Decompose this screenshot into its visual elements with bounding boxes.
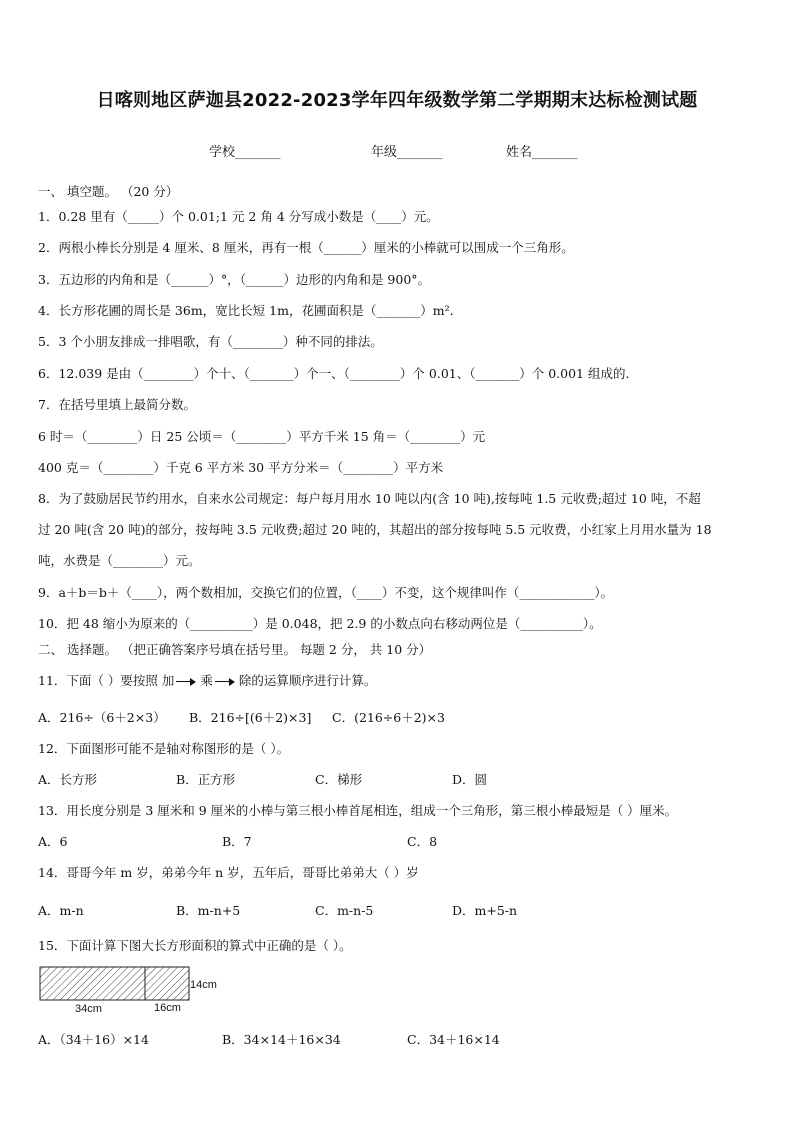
section-multiple-choice: 二、 选择题。 （把正确答案序号填在括号里。 每题 2 分， 共 10 分） <box>38 642 432 657</box>
question-5: 5．3 个小朋友排成一排唱歌，有（________）种不同的排法。 <box>38 334 383 349</box>
q15-option-c: C．34＋16×14 <box>407 1032 500 1047</box>
width-label-left: 34cm <box>75 1003 102 1015</box>
arrow-right-icon <box>176 681 194 682</box>
question-8-line-a: 8．为了鼓励居民节约用水，自来水公司规定：每户每月用水 10 吨以内(含 10 吨),按每吨 1.5 元收费;超过 10 吨，不超 <box>38 491 701 506</box>
q12-option-b: B．正方形 <box>176 772 236 787</box>
question-11 <box>38 671 376 689</box>
question-7: 7．在括号里填上最简分数。 <box>38 397 196 412</box>
op-add-label: 加 <box>161 673 175 688</box>
operation-sequence <box>162 673 239 688</box>
q12-option-c: C．梯形 <box>315 772 363 787</box>
question-7-line-a: 6 时＝（________）日 25 公顷＝（________）平方千米 15 角＝（________）元 <box>38 429 486 444</box>
question-3: 3．五边形的内角和是（______）°，（______）边形的内角和是 900°。 <box>38 272 431 287</box>
q12-option-d: D．圆 <box>452 772 488 787</box>
question-4: 4．长方形花圃的周长是 36m，宽比长短 1m，花圃面积是（_______）m²． <box>38 303 463 318</box>
q11-option-c: C．(216÷6＋2)×3 <box>332 710 445 725</box>
question-7-line-b: 400 克＝（________）千克 6 平方米 30 平方分米＝（________）平方米 <box>38 460 444 475</box>
q14-option-d: D．m+5-n <box>452 903 518 918</box>
section-fill-blank: 一、 填空题。 （20 分） <box>38 184 179 199</box>
question-2: 2．两根小棒长分别是 4 厘米、8 厘米，再有一根（______）厘米的小棒就可以围成一个三角形。 <box>38 240 574 255</box>
question-6: 6．12.039 是由（________）个十、（_______）个一、（________）个 0.01、（_______）个 0.001 组成的. <box>38 366 630 381</box>
q15-option-a: A．（34＋16）×14 <box>38 1032 149 1047</box>
question-13: 13．用长度分别是 3 厘米和 9 厘米的小棒与第三根小棒首尾相连，组成一个三角形，第三根小棒最短是（ ）厘米。 <box>38 803 678 818</box>
small-rectangle-part <box>145 967 189 1000</box>
question-14: 14．哥哥今年 m 岁，弟弟今年 n 岁，五年后，哥哥比弟弟大（ ）岁 <box>38 865 419 880</box>
q15-option-b: B．34×14＋16×34 <box>222 1032 341 1047</box>
q13-option-b: B．7 <box>222 834 252 849</box>
page-title: 日喀则地区萨迦县2022-2023学年四年级数学第二学期期末达标检测试题 <box>96 90 698 111</box>
question-8-line-c: 吨，水费是（________）元。 <box>38 553 201 568</box>
width-label-right: 16cm <box>154 1002 181 1014</box>
q13-option-c: C．8 <box>407 834 438 849</box>
grade-field: 年级_______ <box>371 145 443 160</box>
q11-option-b: B．216÷[(6＋2)×3] <box>189 710 312 725</box>
q11-option-a: A．216÷（6＋2×3） <box>38 710 166 725</box>
q14-option-c: C．m-n-5 <box>315 903 374 918</box>
question-11-prefix: 11．下面（ ）要按照 <box>38 673 158 688</box>
question-12: 12．下面图形可能不是轴对称图形的是（ ）。 <box>38 741 290 756</box>
rectangle-figure <box>38 965 193 1003</box>
name-field: 姓名_______ <box>506 145 578 160</box>
question-10: 10．把 48 缩小为原来的（__________）是 0.048，把 2.9 的小数点向右移动两位是（__________）。 <box>38 616 602 631</box>
question-9: 9．a＋b＝b＋（____），两个数相加，交换它们的位置，（____）不变，这个规律叫作（____________）。 <box>38 585 614 600</box>
q14-option-b: B．m-n+5 <box>176 903 241 918</box>
q13-option-a: A．6 <box>38 834 68 849</box>
question-8-line-b: 过 20 吨(含 20 吨)的部分，按每吨 3.5 元收费;超过 20 吨的，其超出的部分按每吨 5.5 元收费，小红家上月用水量为 18 <box>38 522 712 537</box>
large-rectangle-part <box>40 967 145 1000</box>
question-1: 1．0.28 里有（_____）个 0.01;1 元 2 角 4 分写成小数是（____）元。 <box>38 209 439 224</box>
school-field: 学校_______ <box>209 145 281 160</box>
arrow-right-icon <box>215 681 233 682</box>
question-11-suffix: 除的运算顺序进行计算。 <box>238 673 377 688</box>
q14-option-a: A．m-n <box>38 903 84 918</box>
question-15: 15．下面计算下图大长方形面积的算式中正确的是（ ）。 <box>38 938 352 953</box>
q12-option-a: A．长方形 <box>38 772 98 787</box>
op-multiply-label: 乘 <box>200 673 213 688</box>
height-label: 14cm <box>190 979 217 991</box>
